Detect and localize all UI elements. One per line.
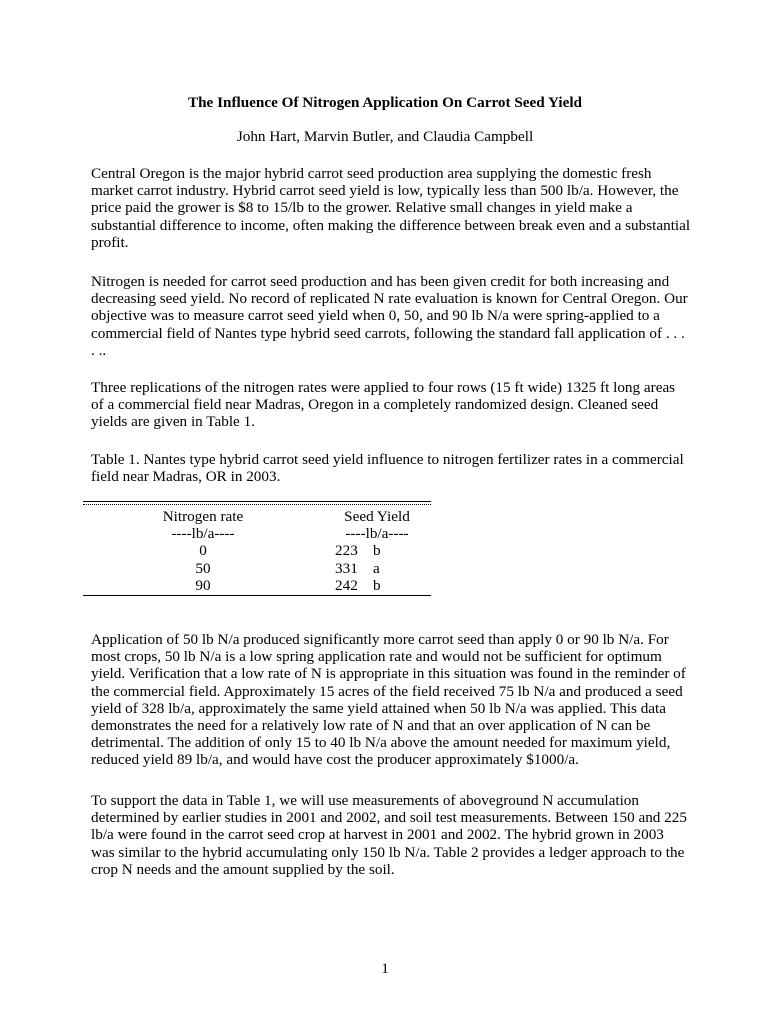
header-seed-yield: Seed Yield: [344, 508, 410, 525]
table-row: [83, 577, 431, 594]
table-caption: Table 1. Nantes type hybrid carrot seed yield influence to nitrogen fertilizer rates in a commercial field near Madras, OR in 2003.: [91, 451, 684, 486]
yield-table: [83, 501, 431, 596]
cell-yield: [323, 560, 431, 577]
cell-rate: 90: [195, 576, 211, 594]
table-header-row: [83, 508, 431, 525]
cell-rate: 50: [195, 559, 211, 577]
cell-rate: 0: [199, 542, 207, 560]
units-nitrogen-rate: ----lb/a----: [171, 525, 235, 543]
yield-value: 242: [335, 576, 358, 594]
yield-value: 223: [335, 542, 358, 560]
table-top-rule: [83, 501, 431, 502]
table-row: [83, 542, 431, 559]
significance-letter: b: [373, 542, 381, 560]
cell-yield: [323, 542, 431, 559]
significance-letter: a: [373, 559, 380, 577]
document-authors: John Hart, Marvin Butler, and Claudia Campbell: [236, 128, 534, 145]
table-bottom-rule: [83, 595, 431, 596]
paragraph-intro: Central Oregon is the major hybrid carrot seed production area supplying the domestic fresh market carrot industry. Hybrid carrot seed yield is low, typically less than 500 lb/a. However, the price paid the grower is $8 to 15/lb to the grower. Relative small changes in yield make a substantial difference to income, often making the difference between break even and a substantial profit.: [91, 165, 691, 251]
document-title: The Influence Of Nitrogen Application On Carrot Seed Yield: [187, 94, 583, 111]
paragraph-objective: Nitrogen is needed for carrot seed production and has been given credit for both increasing and decreasing seed yield. No record of replicated N rate evaluation is known for Central Oregon. Our objective was to measure carrot seed yield when 0, 50, and 90 lb N/a were spring-applied to a commercial field of Nantes type hybrid seed carrots, following the standard fall application of . . . . ..: [91, 273, 688, 359]
units-seed-yield: ----lb/a----: [345, 525, 409, 543]
cell-yield: [323, 577, 431, 594]
table-units-row: [83, 525, 431, 542]
paragraph-methods: Three replications of the nitrogen rates were applied to four rows (15 ft wide) 1325 ft long areas of a commercial field near Madras, Oregon in a completely randomized design. Cleaned seed yields are given in Table 1.: [91, 379, 676, 431]
header-nitrogen-rate: Nitrogen rate: [162, 508, 244, 525]
table-top-rule-dotted: [83, 504, 431, 505]
yield-value: 331: [335, 559, 358, 577]
paragraph-results: Application of 50 lb N/a produced significantly more carrot seed than apply 0 or 90 lb N/a. For most crops, 50 lb N/a is a low spring application rate and would not be sufficient for optimum yield. Verification that a low rate of N is appropriate in this situation was found in the reminder of the commercial field. Approximately 15 acres of the field received 75 lb N/a and produced a seed yield of 328 lb/a, approximately the same yield attained when 50 lb N/a was applied. This data demonstrates the need for a relatively low rate of N and that an over application of N can be detrimental. The addition of only 15 to 40 lb N/a above the amount needed for maximum yield, reduced yield 89 lb/a, and would have cost the producer approximately $1000/a.: [91, 631, 686, 769]
paragraph-support: To support the data in Table 1, we will use measurements of aboveground N accumulation determined by earlier studies in 2001 and 2002, and soil test measurements. Between 150 and 225 lb/a were found in the carrot seed crop at harvest in 2001 and 2002. The hybrid grown in 2003 was similar to the hybrid accumulating only 150 lb N/a. Table 2 provides a ledger approach to the crop N needs and the amount supplied by the soil.: [91, 792, 687, 878]
page-number: 1: [381, 960, 389, 977]
significance-letter: b: [373, 576, 381, 594]
table-row: [83, 560, 431, 577]
